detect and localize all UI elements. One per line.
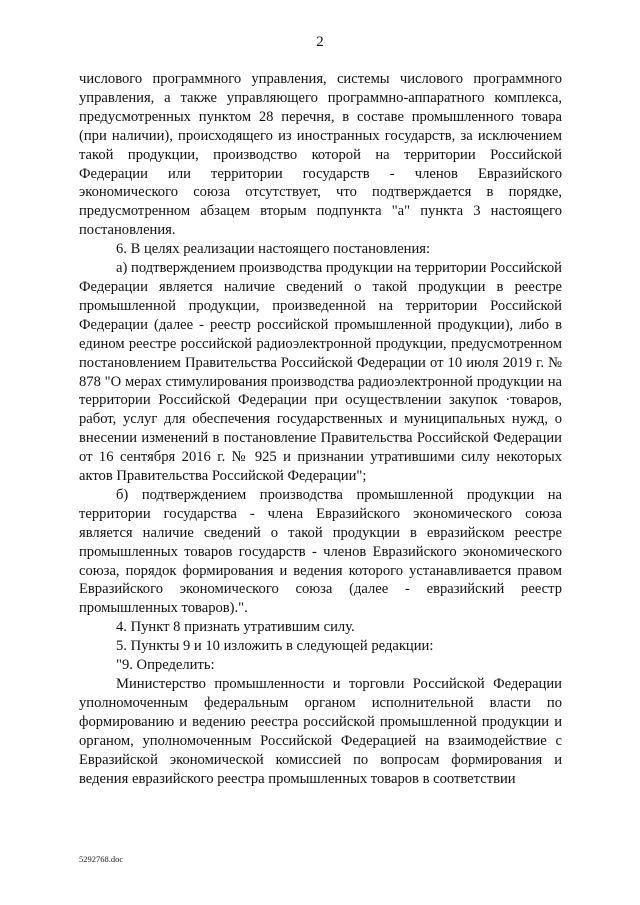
paragraph-item-4: 4. Пункт 8 признать утратившим силу.: [116, 619, 355, 636]
paragraph-item-9-body: Министерство промышленности и торговли Российской Федерации уполномоченным федеральным органом исполнительной власти по формированию и ведению реестра российской промышленной продукции и органом, уполномоченным Российской Федерацией на взаимодействие с Евразийской экономической комиссией по вопросам формирования и ведения евразийского реестра промышленных товаров в соответствии: [79, 676, 562, 787]
paragraph-subitem-a: а) подтверждением производства продукции на территории Российской Федерации является наличие сведений о такой продукции в реестре промышленной продукции, произведенной на территории Российской Федерации (далее - реестр российской промышленной продукции), либо в едином реестре российской радиоэлектронной продукции, предусмотренном постановлением Правительства Российской Федерации от 10 июля 2019 г. № 878 "О мерах стимулирования производства радиоэлектронной продукции на территории Российской Федерации при осуществлении закупок ·товаров, работ, услуг для обеспечения государственных и муниципальных нужд, о внесении изменений в постановление Правительства Российской Федерации от 16 сентября 2016 г. № 925 и признании утратившими силу некоторых актов Правительства Российской Федерации";: [79, 260, 562, 485]
paragraph-item-5: 5. Пункты 9 и 10 изложить в следующей редакции:: [116, 638, 434, 655]
paragraph-continuation: числового программного управления, системы числового программного управления, а также управляющего программно-аппаратного комплекса, предусмотренных пунктом 28 перечня, в составе промышленного товара (при наличии), происходящего из иностранных государств, за исключением такой продукции, производство которой на территории Российской Федерации или территории государств - членов Евразийского экономического союза отсутствует, что подтверждается в порядке, предусмотренном абзацем вторым подпункта "а" пункта 3 настоящего постановления.: [79, 71, 562, 239]
paragraph-item-9-heading: "9. Определить:: [116, 657, 215, 674]
footer-filename: 5292768.doc: [79, 854, 124, 864]
paragraph-item-6: 6. В целях реализации настоящего постановления:: [116, 241, 431, 258]
page-number: 2: [316, 34, 324, 50]
document-body: [79, 70, 562, 788]
paragraph-subitem-b: б) подтверждением производства промышленной продукции на территории государства - члена Евразийского экономического союза является наличие сведений о такой продукции в евразийском реестре промышленных товаров государств - членов Евразийского экономического союза, порядок формирования и ведения которого устанавливается правом Евразийского экономического союза (далее - евразийский реестр промышленных товаров).".: [79, 486, 562, 617]
